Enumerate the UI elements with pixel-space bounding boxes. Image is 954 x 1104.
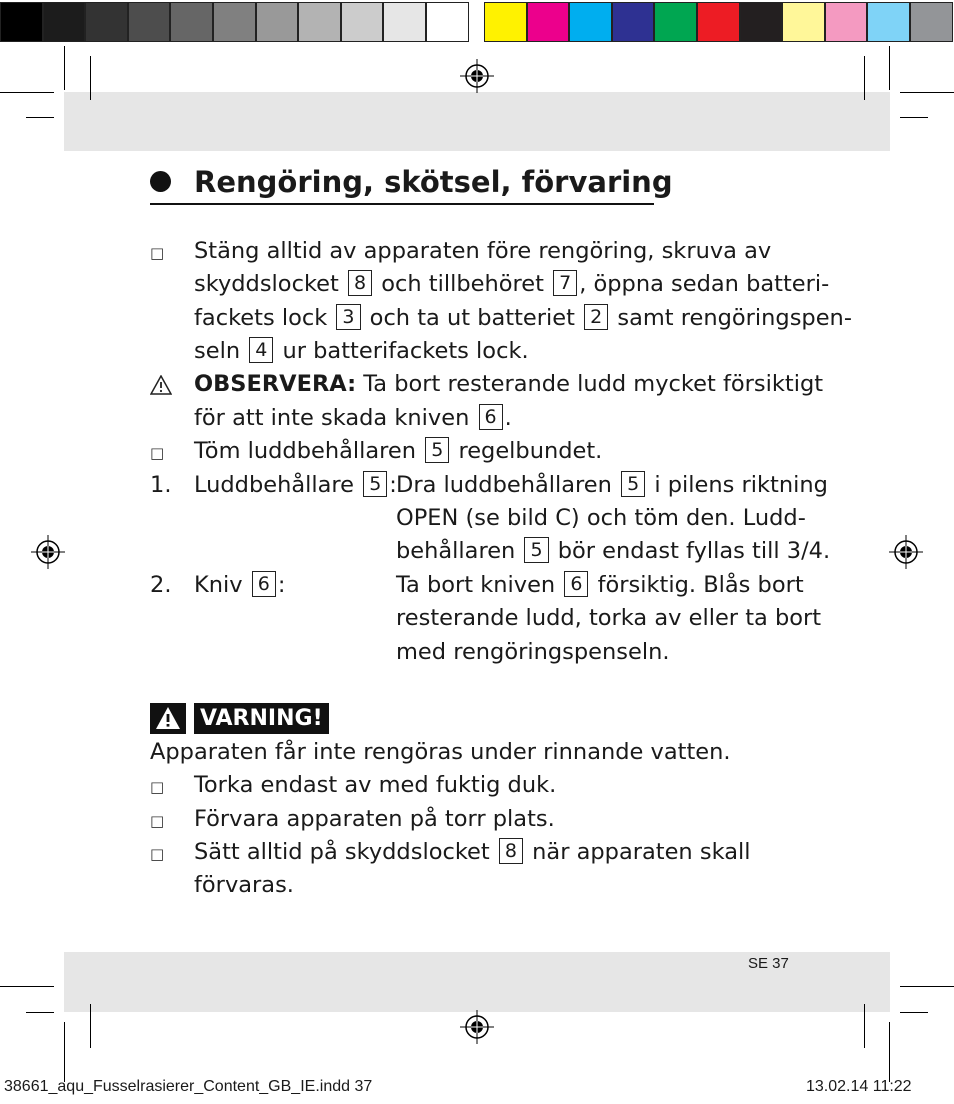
text: Kniv [194,572,243,598]
header-band [64,92,890,151]
color-swatch [612,2,655,42]
part-number-box: 8 [499,838,523,864]
text: för att inte skada kniven [194,405,470,431]
warning-triangle-icon [155,706,181,730]
checkbox-bullet-icon: □ [150,244,165,262]
step1-label [194,469,397,503]
text: Töm luddbehållaren [194,438,417,464]
color-swatch [213,2,256,42]
crop-mark [900,986,954,987]
checkbox-bullet-icon: □ [150,812,165,830]
color-swatch [825,2,868,42]
crop-mark [864,1004,865,1048]
slug-date: 13.02.14 11:22 [806,1078,912,1095]
text: skyddslocket [194,271,339,297]
text: : [277,572,286,598]
text: samt rengöringspen- [617,305,852,331]
text: i pilens riktning [654,472,828,498]
step2-number: 2. [150,572,172,598]
crop-mark [26,1012,54,1013]
color-bar-grayscale [0,2,469,44]
part-number-box: 5 [425,437,449,463]
warning-bullet3 [194,836,751,870]
text: behållaren [396,538,516,564]
text: Ta bort kniven [396,572,556,598]
warning-text: Apparaten får inte rengöras under rinnande vatten. [150,739,731,765]
crop-mark [900,1012,928,1013]
p1-line4 [194,335,529,369]
color-swatch [697,2,740,42]
observe-line2 [194,402,512,436]
slug-filename: 38661_aqu_Fusselrasierer_Content_GB_IE.indd 37 [4,1078,373,1095]
text: regelbundet. [458,438,603,464]
color-swatch [383,2,426,42]
text: och ta ut batteriet [369,305,575,331]
step2-line3: med rengöringspenseln. [396,639,670,665]
section-heading: Rengöring, skötsel, förvaring [194,165,673,199]
warning-bullet3-cont: förvaras. [194,872,294,898]
step2-line2: resterande ludd, torka av eller ta bort [396,605,822,631]
observe-line1 [194,368,823,402]
color-swatch [484,2,527,42]
text: seln [194,338,241,364]
crop-mark [889,46,890,90]
page-number: SE 37 [748,955,789,972]
part-number-box: 6 [479,404,503,430]
color-swatch [170,2,213,42]
text: när apparaten skall [532,839,751,865]
step1-number: 1. [150,472,172,498]
crop-mark [0,92,54,93]
p1-line3 [194,302,852,336]
crop-mark [64,1022,65,1082]
crop-mark [900,92,954,93]
step2-label [194,569,285,603]
text: försiktig. Blås bort [597,572,804,598]
text: Dra luddbehållaren [396,472,612,498]
text: och tillbehöret [381,271,544,297]
step1-line3 [396,535,830,569]
step2-line1 [396,569,804,603]
p2-line [194,435,602,469]
crop-mark [26,117,54,118]
text: ur batterifackets lock. [282,338,529,364]
part-number-box: 8 [348,270,372,296]
checkbox-bullet-icon: □ [150,845,165,863]
color-swatch [341,2,384,42]
step1-line1 [396,469,828,503]
caution-triangle-icon [150,375,172,395]
heading-underline [150,203,654,205]
crop-mark [900,117,928,118]
crop-mark [889,1022,890,1082]
checkbox-bullet-icon: □ [150,444,165,462]
text: . [504,405,512,431]
crop-mark [64,46,65,90]
color-swatch [867,2,910,42]
part-number-box: 5 [363,471,387,497]
color-swatch [43,2,86,42]
text: , öppna sedan batteri- [579,271,830,297]
p1-line1: Stäng alltid av apparaten före rengöring, skruva av [194,238,772,264]
part-number-box: 5 [621,471,645,497]
checkbox-bullet-icon: □ [150,778,165,796]
observe-label: OBSERVERA: [194,371,357,397]
color-swatch [0,2,43,42]
color-swatch [569,2,612,42]
part-number-box: 5 [524,537,548,563]
color-bar-process [484,2,953,44]
text: Ta bort resterande ludd mycket försiktigt [363,371,824,397]
crop-mark [90,1004,91,1048]
color-swatch [782,2,825,42]
text: Luddbehållare [194,472,355,498]
part-number-box: 7 [553,270,577,296]
color-swatch [256,2,299,42]
color-swatch [426,2,469,42]
part-number-box: 6 [564,571,588,597]
text: bör endast fyllas till 3/4. [557,538,831,564]
part-number-box: 3 [336,304,360,330]
text: : [389,472,397,498]
color-swatch [85,2,128,42]
color-swatch [654,2,697,42]
registration-mark-icon [460,1010,494,1044]
color-swatch [740,2,783,42]
color-swatch [128,2,171,42]
color-swatch [527,2,570,42]
crop-mark [0,986,54,987]
step1-line2: OPEN (se bild C) och töm den. Ludd- [396,505,806,531]
part-number-box: 2 [584,304,608,330]
crop-mark [90,56,91,100]
part-number-box: 6 [252,571,276,597]
warning-bullet2: Förvara apparaten på torr plats. [194,806,555,832]
text: fackets lock [194,305,328,331]
registration-mark-icon [31,535,65,569]
registration-mark-icon [460,59,494,93]
warning-bullet1: Torka endast av med fuktig duk. [194,772,557,798]
warning-icon-box [150,703,186,734]
crop-mark [864,56,865,100]
part-number-box: 4 [249,337,273,363]
color-swatch [298,2,341,42]
registration-mark-icon [889,535,923,569]
text: Sätt alltid på skyddslocket [194,839,490,865]
p1-line2 [194,268,829,302]
color-swatch [910,2,953,42]
heading-bullet-icon [150,171,171,192]
warning-label: VARNING! [194,703,329,734]
